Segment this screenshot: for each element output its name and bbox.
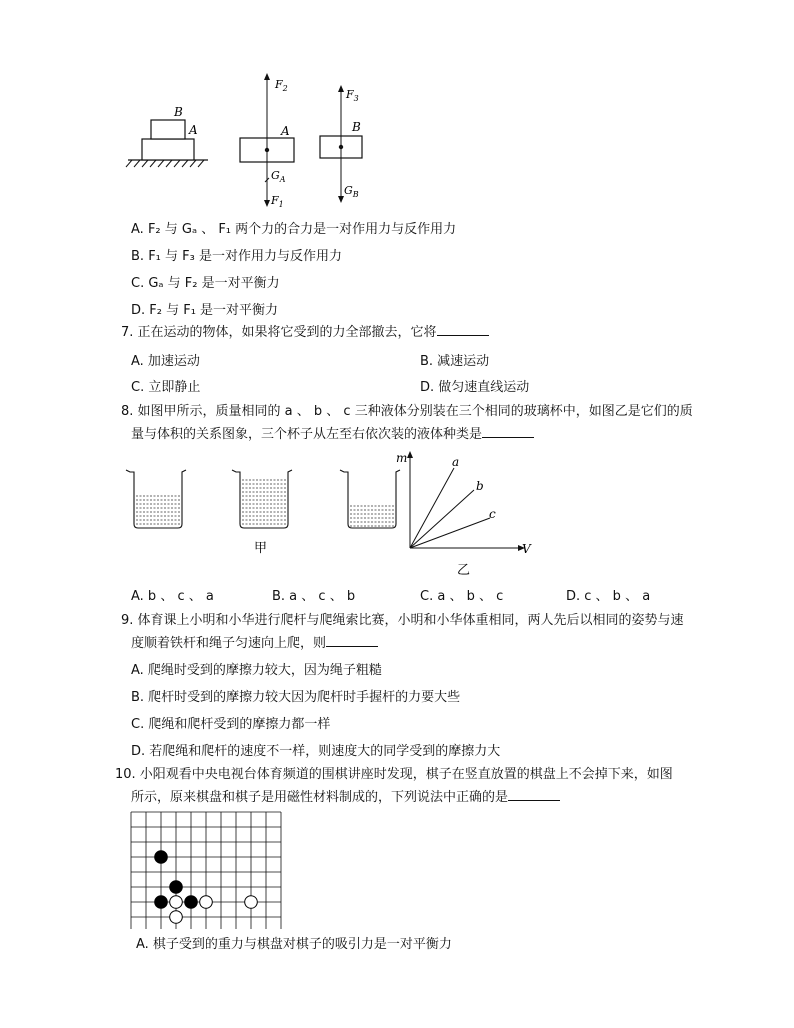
q7-option-c: C. 立即静止: [131, 380, 201, 395]
q6-option-b: B. F₁ 与 F₃ 是一对作用力与反作用力: [131, 249, 342, 264]
q8-stem-line1: 8. 如图甲所示，质量相同的 a 、 b 、 c 三种液体分别装在三个相同的玻璃杯中，如图乙是它们的质: [121, 404, 693, 419]
line-c: [410, 518, 490, 548]
q8-stem-line2: 量与体积的关系图象，三个杯子从左至右依次装的液体种类是: [131, 423, 534, 446]
block-b: [151, 120, 185, 139]
block-a-free-body: [240, 76, 294, 208]
white-stone: [200, 896, 213, 909]
black-stone: [155, 896, 168, 909]
q7-stem: 7. 正在运动的物体，如果将它受到的力全部撤去，它将: [121, 321, 489, 344]
label-line-c: c: [489, 507, 496, 521]
beaker-3: [340, 470, 400, 528]
label-block-a: A: [281, 124, 290, 138]
label-jia: 甲: [254, 541, 268, 556]
block-b-free-body: [320, 88, 362, 200]
force-diagram: [120, 68, 380, 208]
black-stone: [185, 896, 198, 909]
label-f1: $F_1$: [271, 194, 284, 208]
label-f3: $F_3$: [346, 88, 359, 103]
go-board: [130, 811, 284, 929]
q8-option-b: B. a 、 c 、 b: [272, 589, 356, 604]
q6-option-a: A. F₂ 与 Gₐ 、 F₁ 两个力的合力是一对作用力与反作用力: [131, 222, 457, 237]
label-f2: $F_2$: [275, 78, 288, 93]
black-stone: [155, 851, 168, 864]
q8-option-a: A. b 、 c 、 a: [131, 589, 214, 604]
q8-option-c: C. a 、 b 、 c: [420, 589, 504, 604]
axis-v: V: [522, 542, 531, 556]
q7-option-a: A. 加速运动: [131, 354, 200, 369]
q9-option-b: B. 爬杆时受到的摩擦力较大因为爬杆时手握杆的力要大些: [131, 690, 461, 705]
line-a: [410, 468, 454, 548]
q8-figure: [120, 448, 540, 578]
label-a: A: [189, 123, 198, 137]
stacked-blocks: [126, 105, 208, 167]
line-b: [410, 490, 474, 548]
q9-stem-line2: 度顺着铁杆和绳子匀速向上爬，则: [131, 632, 378, 655]
black-stone: [170, 881, 183, 894]
q6-option-c: C. Gₐ 与 F₂ 是一对平衡力: [131, 276, 280, 291]
label-block-b: B: [352, 120, 361, 134]
q7-option-b: B. 减速运动: [420, 354, 490, 369]
white-stone: [170, 911, 183, 924]
q10-stem-line2: 所示，原来棋盘和棋子是用磁性材料制成的，下列说法中正确的是: [131, 786, 560, 809]
q9-option-d: D. 若爬绳和爬杆的速度不一样，则速度大的同学受到的摩擦力大: [131, 744, 501, 759]
q7-option-d: D. 做匀速直线运动: [420, 380, 530, 395]
beaker-2: [232, 470, 292, 528]
q8-option-d: D. c 、 b 、 a: [566, 589, 651, 604]
q10-option-a: A. 棋子受到的重力与棋盘对棋子的吸引力是一对平衡力: [136, 937, 452, 952]
label-b: B: [174, 105, 183, 119]
label-line-a: a: [452, 455, 460, 469]
white-stone: [170, 896, 183, 909]
q6-option-d: D. F₂ 与 F₁ 是一对平衡力: [131, 303, 279, 318]
mv-graph: [396, 451, 532, 578]
q9-stem-line1: 9. 体育课上小明和小华进行爬杆与爬绳索比赛，小明和小华体重相同，两人先后以相同的姿势与速: [121, 613, 684, 628]
block-a: [142, 139, 194, 160]
label-yi: 乙: [457, 563, 471, 578]
q9-option-c: C. 爬绳和爬杆受到的摩擦力都一样: [131, 717, 331, 732]
axis-m: m: [396, 451, 408, 465]
white-stone: [245, 896, 258, 909]
label-gb: $G_B$: [344, 184, 359, 199]
q9-option-a: A. 爬绳时受到的摩擦力较大，因为绳子粗糙: [131, 663, 382, 678]
board-grid: [131, 812, 281, 929]
label-ga: $G_A$: [271, 169, 286, 184]
beaker-1: [126, 470, 186, 528]
q10-stem-line1: 10. 小阳观看中央电视台体育频道的围棋讲座时发现，棋子在竖直放置的棋盘上不会掉下来，如图: [115, 767, 673, 782]
label-line-b: b: [476, 479, 484, 493]
